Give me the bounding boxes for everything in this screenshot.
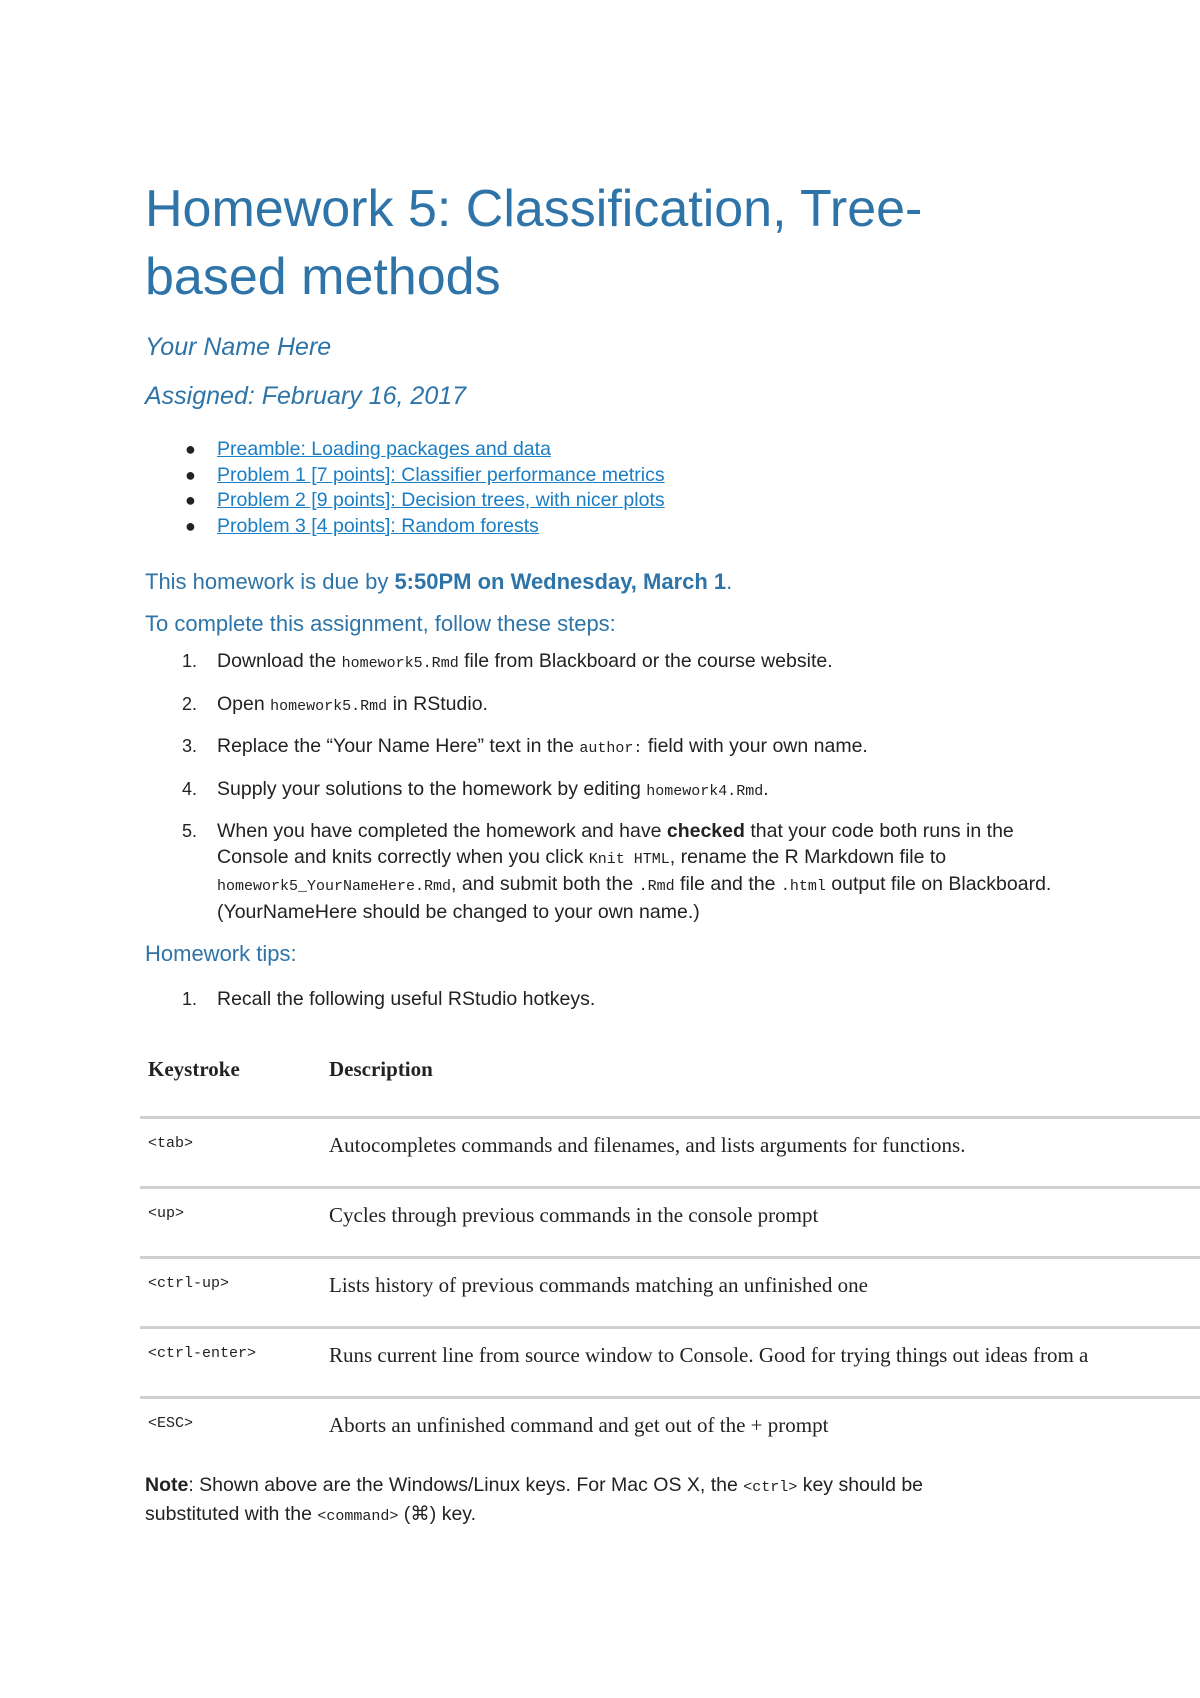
tip-item bbox=[145, 987, 1200, 1013]
due-heading bbox=[145, 569, 1200, 595]
steps-list bbox=[145, 649, 1200, 925]
keystroke-cell: <ESC> bbox=[148, 1414, 194, 1432]
description-cell: Runs current line from source window to Console. Good for trying things out ideas from a bbox=[321, 1327, 1200, 1397]
table-row bbox=[140, 1187, 1200, 1257]
step-number: 4. bbox=[182, 778, 198, 799]
bullet-icon: ● bbox=[185, 439, 196, 459]
step-text: , rename the R Markdown file to bbox=[669, 845, 947, 868]
table-of-contents bbox=[145, 437, 1200, 539]
step-number: 3. bbox=[182, 736, 198, 756]
keystroke-cell: <ctrl-enter> bbox=[140, 1327, 321, 1397]
page-title: Homework 5: Classification, Tree-based methods bbox=[145, 180, 923, 306]
table-row bbox=[140, 1257, 1200, 1327]
step-text: Open bbox=[217, 692, 271, 715]
step-text: Supply your solutions to the homework by editing bbox=[217, 777, 647, 800]
note-paragraph bbox=[145, 1472, 1005, 1530]
due-date: 5:50PM on Wednesday, March 1 bbox=[394, 569, 727, 594]
step-item bbox=[145, 649, 1057, 677]
note-text: (⌘) key. bbox=[398, 1502, 477, 1525]
description-cell: Aborts an unfinished command and get out of the + prompt bbox=[329, 1412, 829, 1437]
toc-item bbox=[145, 463, 1200, 489]
toc-link-problem-3[interactable]: Problem 3 [4 points]: Random forests bbox=[217, 514, 539, 537]
table-row bbox=[140, 1397, 1200, 1466]
bullet-icon: ● bbox=[185, 464, 196, 485]
description-cell: Cycles through previous commands in the console prompt bbox=[321, 1187, 1200, 1257]
step-number: 1. bbox=[182, 651, 198, 671]
toc-link-problem-2[interactable]: Problem 2 [9 points]: Decision trees, with nicer plots bbox=[217, 489, 665, 511]
description-cell: Autocompletes commands and filenames, and lists arguments for functions. bbox=[321, 1117, 1200, 1187]
table-row bbox=[140, 1117, 1200, 1187]
step-item bbox=[145, 734, 1057, 762]
keystroke-cell: <ctrl-up> bbox=[140, 1257, 321, 1327]
extension-code: .html bbox=[780, 878, 826, 895]
author-line: Your Name Here bbox=[145, 333, 332, 361]
step-text: Download the bbox=[217, 650, 342, 672]
toc-link-preamble[interactable]: Preamble: Loading packages and data bbox=[217, 438, 551, 460]
step-item bbox=[145, 819, 1057, 925]
key-code: <ctrl> bbox=[743, 1478, 798, 1496]
step-text: output file on Blackboard. (YourNameHere should be changed to your own name.) bbox=[217, 873, 1052, 923]
step-text: Replace the “Your Name Here” text in the bbox=[217, 735, 580, 757]
keystroke-cell: <up> bbox=[140, 1187, 321, 1257]
note-label: Note bbox=[145, 1473, 189, 1496]
step-text: file and the bbox=[674, 873, 781, 895]
tip-text: Recall the following useful RStudio hotkeys. bbox=[217, 988, 596, 1010]
column-header-description: Description bbox=[321, 1043, 1200, 1118]
toc-link-problem-1[interactable]: Problem 1 [7 points]: Classifier performance metrics bbox=[217, 463, 665, 486]
assigned-date: Assigned: February 16, 2017 bbox=[145, 382, 467, 410]
due-prefix: This homework is due by bbox=[145, 569, 395, 594]
filename-code: homework5.Rmd bbox=[341, 655, 459, 672]
toc-item bbox=[145, 514, 1200, 540]
step-number: 5. bbox=[182, 821, 198, 841]
toc-item bbox=[145, 488, 1200, 514]
step-text: , and submit both the bbox=[451, 873, 639, 895]
table-row bbox=[140, 1327, 1200, 1397]
filename-code: homework5.Rmd bbox=[270, 697, 388, 715]
step-text: . bbox=[763, 777, 769, 800]
bullet-icon: ● bbox=[185, 515, 196, 536]
table-header-row bbox=[140, 1043, 1200, 1118]
bullet-icon: ● bbox=[185, 490, 196, 510]
key-code: <command> bbox=[317, 1507, 399, 1525]
step-item bbox=[145, 692, 1057, 720]
filename-code: homework5_YourNameHere.Rmd bbox=[217, 878, 452, 895]
tip-number: 1. bbox=[182, 989, 198, 1009]
toc-item bbox=[145, 437, 1200, 463]
note-text: key should be substituted with the bbox=[145, 1473, 924, 1525]
column-header-keystroke: Keystroke bbox=[140, 1043, 321, 1118]
document-content bbox=[145, 175, 1200, 1530]
tips-list bbox=[145, 987, 1200, 1013]
steps-heading: To complete this assignment, follow these steps: bbox=[145, 611, 616, 636]
step-number: 2. bbox=[182, 693, 198, 714]
description-cell: Lists history of previous commands matching an unfinished one bbox=[321, 1257, 1200, 1327]
tips-heading: Homework tips: bbox=[145, 941, 297, 966]
note-text: : Shown above are the Windows/Linux keys. For Mac OS X, the bbox=[188, 1473, 744, 1496]
filename-code: homework4.Rmd bbox=[646, 782, 764, 800]
step-item bbox=[145, 777, 1057, 805]
step-text: file from Blackboard or the course website. bbox=[458, 650, 833, 672]
keystroke-cell: <tab> bbox=[140, 1117, 321, 1187]
step-text: When you have completed the homework and have bbox=[217, 820, 667, 842]
step-text: in RStudio. bbox=[387, 692, 488, 715]
extension-code: .Rmd bbox=[638, 878, 675, 895]
emphasis-text: checked bbox=[666, 820, 745, 842]
step-text: that your code both runs in the Console and knits correctly when you click bbox=[217, 820, 1014, 868]
step-text: field with your own name. bbox=[642, 735, 868, 757]
hotkeys-table bbox=[140, 1043, 1200, 1466]
button-code: Knit HTML bbox=[588, 850, 670, 868]
due-suffix: . bbox=[726, 569, 733, 594]
field-code: author: bbox=[579, 740, 643, 757]
